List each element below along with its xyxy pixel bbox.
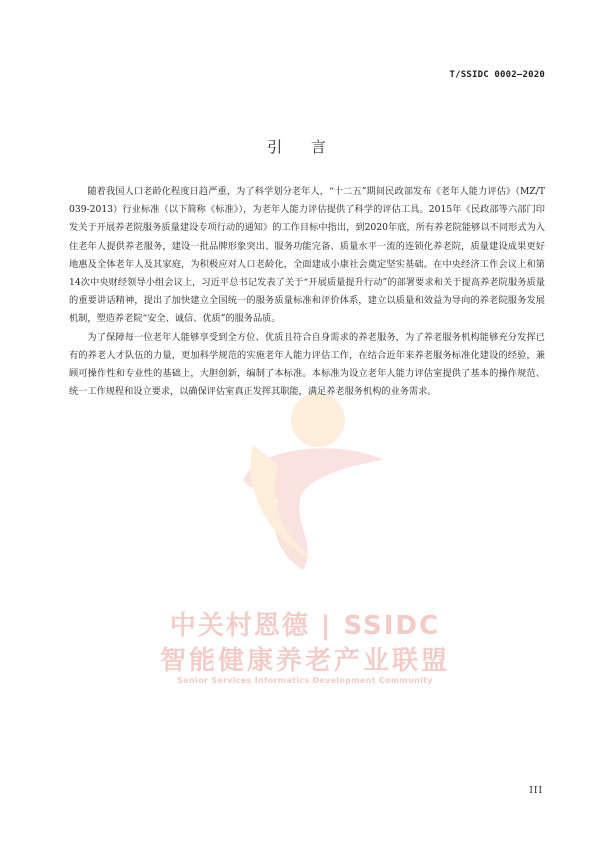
watermark-line-3: Senior Services Informatics Development Community <box>177 676 433 685</box>
alliance-logo-icon <box>223 385 393 575</box>
body-text <box>69 183 545 401</box>
section-title: 引 言 <box>267 138 338 156</box>
watermark <box>140 385 470 715</box>
paragraph-2: 为了保障每一位老年人能够享受到全方位、优质且符合自身需求的养老服务，为了养老服务机构能够充分发挥已有的养老人才队伍的力量，更加科学规范的实施老年人能力评估工作，在结合近年来养老服务标准化建设的经验，兼顾可操作性和专业性的基础上，大胆创新，编制了本标准。本标准为设立老年人能力评估室提供了基本的操作规范、统一工作规程和设立要求，以确保评估室真正发挥其职能，满足养老服务机构的业务需求。 <box>69 331 545 398</box>
standard-code: T/SSIDC 0002—2020 <box>449 70 545 80</box>
paragraph-1: 随着我国人口老龄化程度日趋严重，为了科学划分老年人，“十二五”期间民政部发布《老年人能力评估》（MZ/T 039-2013）行业标准（以下简称《标准》），为老年人能力评估提供了科学的评估工具。2015年《民政部等六部门印发关于开展养老院服务质量建设专项行动的通知》的工作目标中指出，到2020年底，所有养老院能够以不同形式为入住老年人提供养老服务，建设一批品牌形象突出、服务功能完备、质量水平一流的连锁化养老院，质量建设成果更好地惠及全体老年人及其家庭，为积极应对人口老龄化，全面建成小康社会奠定坚实基础。在中央经济工作会议上和第14次中央财经领导小组会议上，习近平总书记发表了关于“开展质量提升行动”的部署要求和关于提高养老院服务质量的重要讲话精神，提出了加快建立全国统一的服务质量标准和评价体系，建立以质量和效益为导向的养老院服务发展机制，塑造养老院“安全、诚信、优质”的服务品质。 <box>69 186 545 325</box>
watermark-line-1: 中关村恩德 | SSIDC <box>169 611 441 641</box>
page-number: III <box>529 786 543 796</box>
watermark-line-2: 智能健康养老产业联盟 <box>159 646 450 676</box>
